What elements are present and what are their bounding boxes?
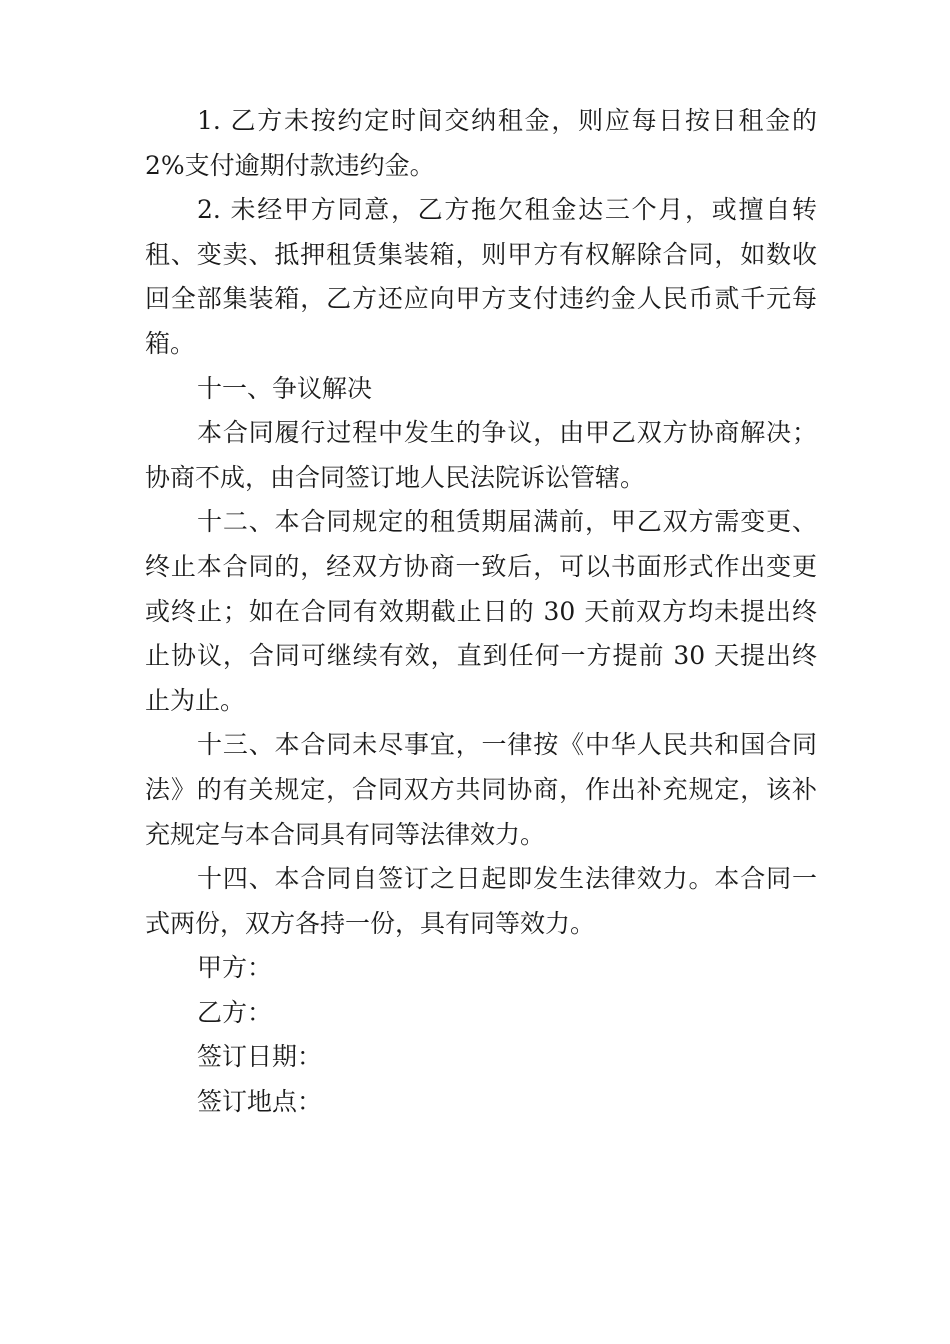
clause-late-payment: 1. 乙方未按约定时间交纳租金，则应每日按日租金的2%支付逾期付款违约金。: [145, 106, 817, 180]
signature-party-b: 乙方：: [197, 997, 273, 1027]
clause-modification: 十二、本合同规定的租赁期届满前，甲乙双方需变更、终止本合同的，经双方协商一致后，可以书面形式作出变更或终止；如在合同有效期截止日的 30 天前双方均未提出终止协议，合同可继续有效，直到任何一方提前 30 天提出终止为止。: [145, 507, 817, 715]
clause-arrears-termination: 2. 未经甲方同意，乙方拖欠租金达三个月，或擅自转租、变卖、抵押租赁集装箱，则甲方有权解除合同，如数收回全部集装箱，乙方还应向甲方支付违约金人民币贰千元每箱。: [145, 195, 817, 358]
signature-place: 签订地点：: [197, 1087, 323, 1117]
signature-date: 签订日期：: [197, 1042, 323, 1072]
signature-party-a: 甲方：: [197, 953, 273, 983]
section-heading-dispute: 十一、争议解决: [197, 373, 373, 403]
clause-effectiveness: 十四、本合同自签订之日起即发生法律效力。本合同一式两份，双方各持一份，具有同等效力。: [145, 864, 817, 938]
contract-text: [145, 99, 817, 1125]
clause-dispute-resolution: 本合同履行过程中发生的争议，由甲乙双方协商解决；协商不成，由合同签订地人民法院诉讼管辖。: [145, 418, 817, 492]
clause-supplementary: 十三、本合同未尽事宜，一律按《中华人民共和国合同法》的有关规定，合同双方共同协商，作出补充规定，该补充规定与本合同具有同等法律效力。: [145, 730, 817, 849]
